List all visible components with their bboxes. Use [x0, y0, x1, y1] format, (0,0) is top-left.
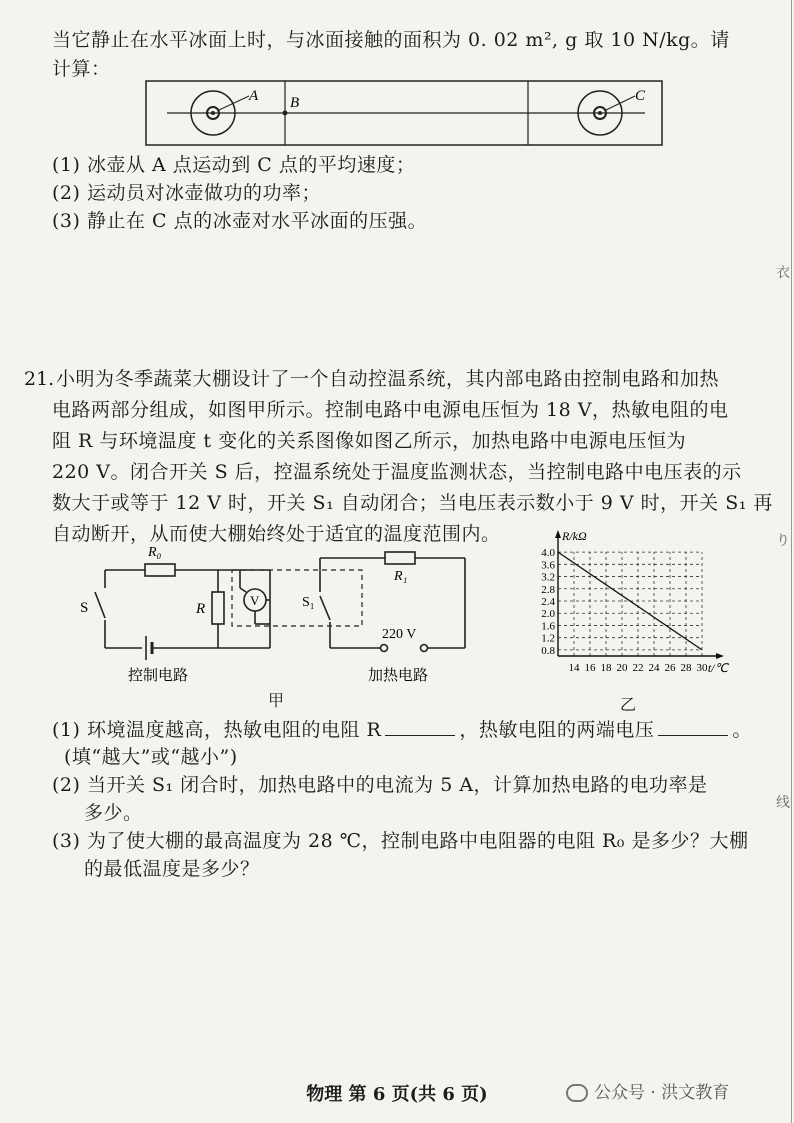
page-footer: 物理 第 6 页(共 6 页): [306, 1084, 488, 1105]
q20-text-line: 当它静止在水平冰面上时，与冰面接触的面积为 0. 02 m², g 取 10 N/kg。请: [52, 29, 730, 51]
x-tick-label: 24: [648, 662, 660, 674]
y-tick-label: 3.2: [541, 571, 555, 584]
y-tick-label: 2.4: [541, 596, 555, 608]
point-a: [211, 111, 215, 115]
q21-sub1: [52, 717, 752, 744]
q21-sub1-hint: (填“越大”或“越小”): [64, 746, 238, 768]
question-number: 21.: [24, 368, 55, 390]
q21-sub3-cont: 的最低温度是多少？: [84, 858, 260, 880]
caption-heating: 加热电路: [368, 666, 429, 684]
leader-c: [606, 96, 635, 110]
x-tick-label: 14: [568, 662, 580, 674]
curling-track-figure: [145, 80, 665, 148]
label-c: C: [635, 88, 646, 104]
resistor-r1: [385, 552, 415, 564]
y-tick-label: 3.6: [541, 559, 555, 572]
resistance-temperature-graph: [520, 526, 735, 690]
q21-sub1-text-c: 。: [732, 719, 752, 741]
label-b: B: [290, 95, 300, 111]
switch-s1: [320, 596, 330, 620]
label-s1: S₁: [302, 595, 315, 610]
q20-sub-question: (2) 运动员对冰壶做功的功率；: [52, 182, 321, 204]
x-tick-label: 28: [680, 662, 692, 674]
q21-text-line: 自动断开，从而使大棚始终处于适宜的温度范围内。: [52, 523, 501, 545]
x-tick-label: 22: [632, 662, 644, 674]
caption-control: 控制电路: [128, 666, 189, 684]
x-tick-label: 16: [584, 662, 596, 674]
resistor-r: [212, 592, 224, 624]
binding-line: [791, 0, 792, 1123]
point-c: [598, 111, 602, 115]
y-tick-label: 4.0: [541, 547, 555, 560]
label-r1: R₁: [394, 569, 408, 584]
q20-text-line: 计算：: [52, 58, 111, 80]
margin-mark: 线: [776, 795, 790, 811]
q20-sub-question: (1) 冰壶从 A 点运动到 C 点的平均速度；: [52, 154, 416, 176]
label-s: S: [80, 600, 89, 616]
q21-sub1-text-b: ，热敏电阻的两端电压: [459, 719, 655, 741]
point-b: [283, 111, 288, 116]
y-axis-arrow: [555, 530, 561, 538]
watermark-text: 公众号 · 洪文教育: [594, 1083, 730, 1103]
wire: [240, 588, 246, 592]
y-tick-label: 2.0: [541, 608, 555, 621]
x-tick-label: 30: [696, 662, 708, 674]
figure-caption-jia: 甲: [268, 691, 285, 710]
x-axis-arrow: [716, 653, 724, 659]
label-220v: 220 V: [382, 627, 417, 642]
label-r: R: [196, 601, 206, 617]
figure-caption-yi: 乙: [620, 695, 637, 714]
q21-sub3: (3) 为了使大棚的最高温度为 28 ℃，控制电路中电阻器的电阻 R₀ 是多少？大棚: [52, 830, 749, 852]
resistor-r0: [145, 564, 175, 576]
q21-text-line: 数大于或等于 12 V 时，开关 S₁ 自动闭合；当电压表示数小于 9 V 时，开关 S₁ 再: [52, 492, 773, 514]
q21-text-line: 阻 R 与环境温度 t 变化的关系图像如图乙所示，加热电路中电源电压恒为: [52, 430, 687, 452]
q21-sub2: (2) 当开关 S₁ 闭合时，加热电路中的电流为 5 A，计算加热电路的电功率是: [52, 774, 708, 796]
watermark: [566, 1078, 729, 1103]
margin-mark: 衣: [776, 265, 790, 281]
q21-sub2-cont: 多少。: [84, 802, 143, 824]
x-tick-label: 26: [664, 662, 676, 674]
voltmeter-label: V: [250, 593, 260, 608]
margin-mark: り: [776, 533, 790, 549]
y-tick-label: 2.8: [541, 583, 555, 596]
answer-blank[interactable]: [658, 717, 728, 736]
q21-text-line: 220 V。闭合开关 S 后，控温系统处于温度监测状态，当控制电路中电压表的示: [52, 461, 742, 483]
x-tick-label: 20: [616, 662, 628, 674]
switch-s: [95, 592, 105, 618]
q21-text-line: 电路两部分组成，如图甲所示。控制电路中电源电压恒为 18 V，热敏电阻的电: [52, 399, 729, 421]
y-tick-label: 1.2: [541, 632, 555, 645]
q20-sub-question: (3) 静止在 C 点的冰壶对水平冰面的压强。: [52, 210, 428, 232]
y-tick-label: 0.8: [541, 644, 555, 657]
y-axis-label: R/kΩ: [562, 529, 587, 543]
wechat-icon: [566, 1084, 588, 1102]
x-axis-label: t/℃: [707, 661, 728, 675]
terminal: [421, 645, 428, 652]
y-tick-label: 1.6: [541, 620, 555, 633]
terminal: [381, 645, 388, 652]
x-tick-label: 18: [600, 662, 612, 674]
label-r0: R₀: [148, 545, 162, 560]
q21-sub1-text-a: (1) 环境温度越高，热敏电阻的电阻 R: [52, 719, 382, 741]
q21-text-line: 小明为冬季蔬菜大棚设计了一个自动控温系统，其内部电路由控制电路和加热: [56, 368, 720, 390]
answer-blank[interactable]: [385, 717, 455, 736]
label-a: A: [249, 88, 259, 104]
circuit-diagram: [80, 540, 500, 700]
